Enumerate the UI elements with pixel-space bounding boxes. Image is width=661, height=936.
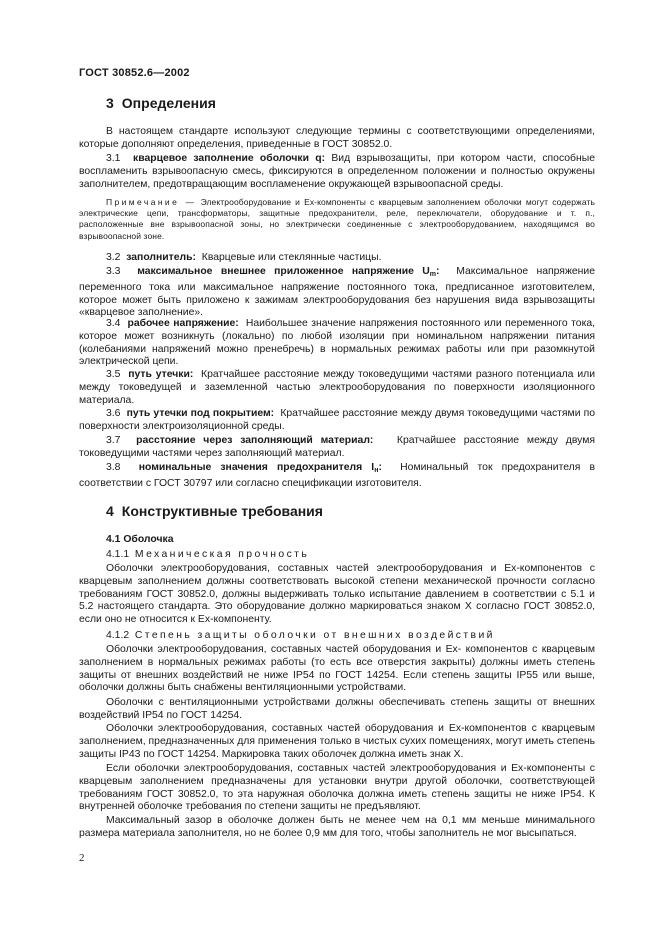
note-label: Примечание — [106,197,197,207]
section-3-title: Определения [121,95,216,111]
definition-text: Кратчайшее расстояние между двумя токоведущими частями по поверхности электроизоляционной среды. [79,408,596,432]
definition-3-3: 3.3 максимальное внешнее приложенное напряжение $U_m$: Максимальное напряжение переменного тока или максимальное напряжение постоянного тока, предписанное изготовителем, которое может быть приложено к зажимам электрооборудования без нарушения вида взрывозащиты «кварцевое заполнение». [79,266,595,319]
clause-title: Степень защиты оболочки от внешних воздействий [134,630,495,641]
definition-term: рабочее напряжение: [127,318,239,329]
subsection-4-1-1-heading [79,549,595,562]
definition-number: 3.3 [106,266,121,277]
subsection-4-1-2-heading [79,630,595,643]
paragraph-4-1-2-a: Оболочки электрооборудования, составных частей оборудования и Ех- компонентов с кварцевым заполнением в нормальных режимах работы (то есть все отверстия закрыты) должны иметь степень защиты от внешних воздействий не ниже IP54 по ГОСТ 14254. Если степень защиты IP55 или выше, оболочки должны быть снабжены вентиляционными устройствами. [79,644,595,694]
definition-term: заполнитель: [126,252,196,263]
clause-title: Механическая прочность [134,549,310,560]
definition-number: 3.4 [106,318,121,329]
definition-number: 3.2 [106,252,121,263]
clause-number: 4.1.2 [106,630,130,641]
paragraph-4-1-2-d: Если оболочки электрооборудования, составных частей электрооборудования и Ех-компоненты с кварцевым заполнением предназначены для установки внутри другой оболочки, соответствующей требованиям ГОСТ 30852.0, то эта наружная оболочка должна иметь степень защиты не ниже IP54. К внутренней оболочке требования по степени защиты не предъявляют. [79,763,595,813]
definition-term-subscript: m [429,271,437,278]
paragraph-4-1-2-b: Оболочки с вентиляционными устройствами должны обеспечивать степень защиты от внешних воздействий IP54 по ГОСТ 14254. [79,697,595,721]
definition-text: Кратчайшее расстояние между токоведущими частями разного потенциала или между токоведущей и заземленной частью электрооборудования по поверхности изоляционного материала. [79,369,595,406]
section-3-intro: В настоящем стандарте используют следующие термины с соответствующими определениями, которые дополняют определения, приведенные в ГОСТ 30852.0. [79,126,595,150]
paragraph-4-1-2-e: Максимальный зазор в оболочке должен быть не менее чем на 0,1 мм меньше минимального размера материала заполнителя, но не более 0,9 мм для того, чтобы заполнитель не мог высыпаться. [79,815,595,839]
definition-number: 3.6 [106,408,121,419]
definition-term: путь утечки: [128,369,194,380]
definition-text: Вид взрывозащиты, при котором части, способные воспламенить взрывоопасную смесь, фиксируются в определенном положении и полностью окружены заполнителем, предотвращающим воспламенение окружающей взрывоопасной среды. [79,153,595,190]
definition-text: Кратчайшее расстояние между двумя токоведущими частями через заполняющий материал. [79,435,595,459]
definition-number: 3.1 [106,153,121,164]
paragraph-4-1-2-c: Оболочки электрооборудования, составных частей оборудования и Ех-компонентов с кварцевым заполнением, предназначенных для применения только в чистых сухих помещениях, могут иметь степень защиты IP43 по ГОСТ 14254. Маркировка таких оболочек должна иметь знак X. [79,723,596,760]
definition-3-1 [79,153,595,191]
definition-text: Максимальное напряжение переменного тока или максимальное напряжение постоянного тока, предписанное изготовителем, которое может быть приложено к зажимам электрооборудования без нарушения вида взрывозащиты «кварцевое заполнение». [79,266,595,319]
subsection-4-1-heading: 4.1 Оболочка [106,534,174,545]
definition-term: кварцевое заполнение оболочки q: [133,153,326,164]
definition-3-8: 3.8 номинальные значения предохранителя $I_н$: Номинальный ток предохранителя в соответствии с ГОСТ 30797 или согласно спецификации изготовителя. [79,462,596,489]
section-3-heading [106,95,216,111]
definition-term: путь утечки под покрытием: [126,408,275,419]
standard-header: ГОСТ 30852.6—2002 [79,67,190,79]
definition-text: Наибольшее значение напряжения постоянного или переменного тока, которое может возникнуть (локально) по любой изоляции при номинальном напряжении питания (колебаниями напряжений можно пренебречь) в нормальных режимах работы или при разомкнутой электрической цепи. [79,318,596,368]
definition-number: 3.7 [106,435,121,446]
section-4-heading [106,503,323,519]
section-4-number: 4 [106,503,114,519]
definition-3-2 [79,252,595,265]
definition-number: 3.8 [106,462,121,473]
note-3-1 [79,197,595,242]
section-4-title: Конструктивные требования [121,503,323,519]
definition-term: расстояние через заполняющий материал: [136,435,374,446]
definition-3-6 [79,408,595,434]
definition-term: максимальное внешнее приложенное напряжение U [137,266,430,277]
definition-3-5 [79,369,595,407]
definition-number: 3.5 [106,369,121,380]
definition-text: Кварцевые или стеклянные частицы. [201,252,382,263]
definition-text: Номинальный ток предохранителя в соответствии с ГОСТ 30797 или согласно спецификации изготовителя. [79,462,596,489]
definition-3-4 [79,318,595,369]
section-3-number: 3 [106,95,114,111]
paragraph-4-1-1: Оболочки электрооборудования, составных частей электрооборудования и Ех-компонентов с кварцевым заполнением должны соответствовать высокой степени механической прочности согласно требованиям ГОСТ 30852.0, должны выдерживать только испытание давлением в соответствии с 5.1 и 5.2 настоящего стандарта. Это оборудование должно маркироваться знаком X согласно ГОСТ 30852.0, если оно не относится к Ех-компоненту. [79,563,595,626]
clause-number: 4.1.1 [106,549,130,560]
definition-term: номинальные значения предохранителя I [138,462,375,473]
definition-term-subscript: н [374,467,379,474]
page-number: 2 [79,852,85,864]
note-text: Электрооборудование и Ех-компоненты с кварцевым заполнением оболочки могут содержать электрические цепи, трансформаторы, защитные предохранители, реле, переключатели, оборудование и т. п., расположенные вне взрывоопасной зоны, но электрически соединенные с электрооборудованием, находящимся во взрывоопасной зоне. [79,197,595,241]
definition-3-7 [79,435,595,461]
